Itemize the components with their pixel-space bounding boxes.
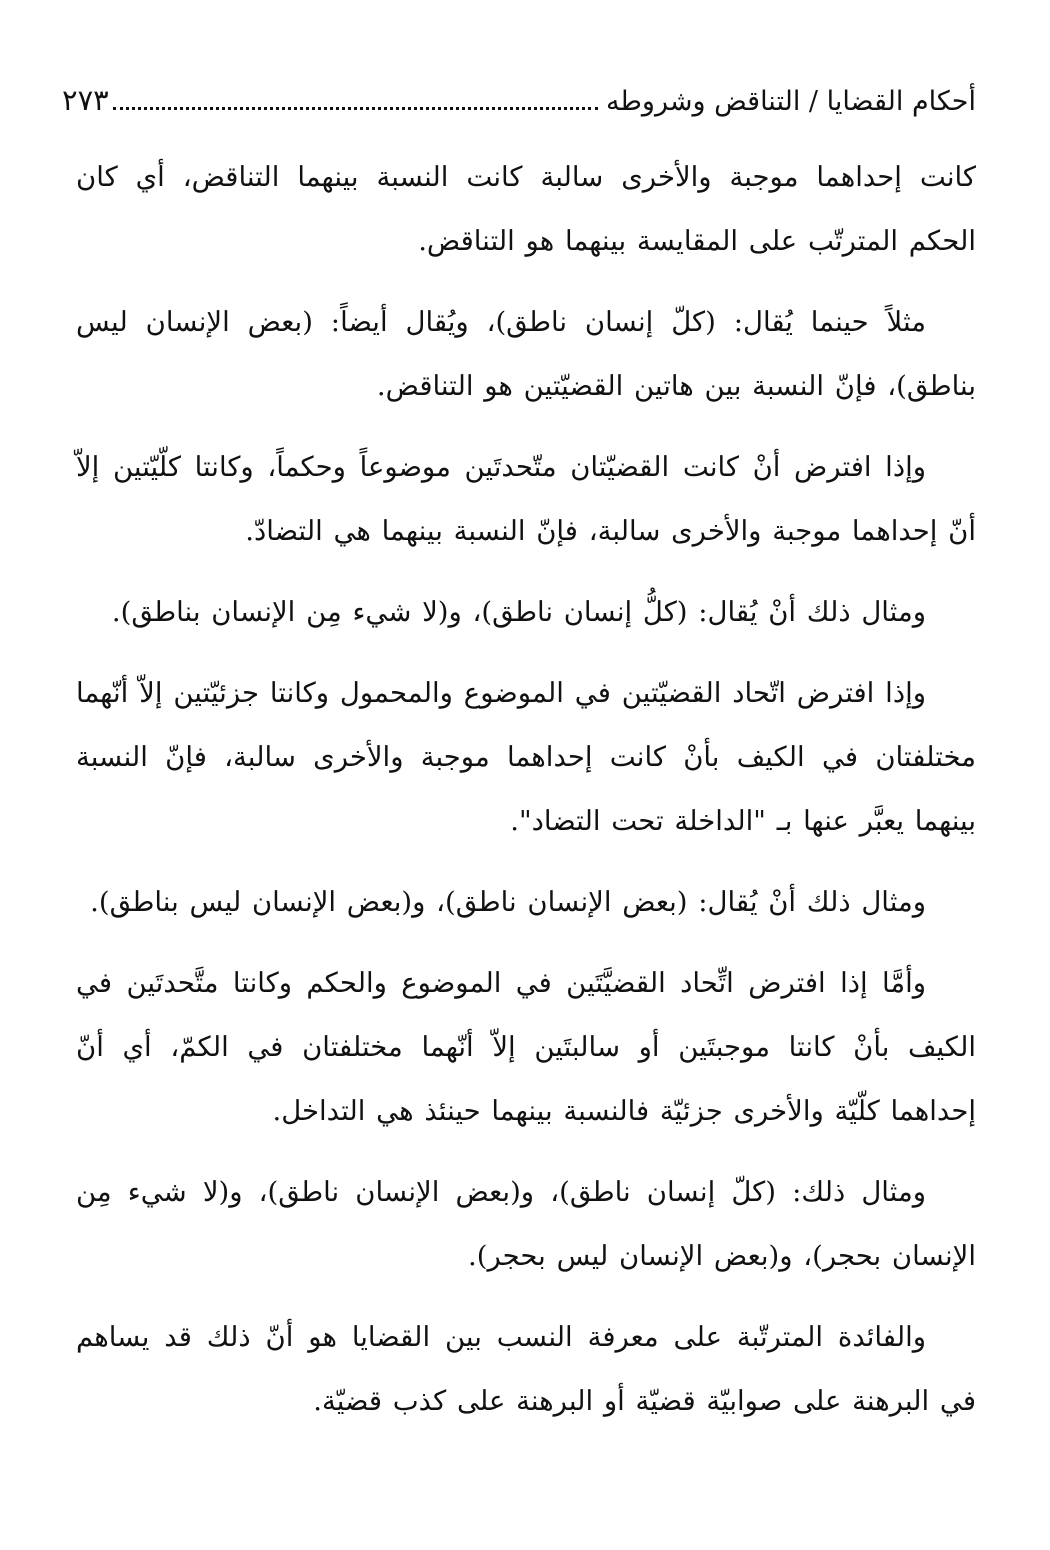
- paragraph-contradiction-example: مثلاً حينما يُقال: (كلّ إنسان ناطق)، ويُقال أيضاً: (بعض الإنسان ليس بناطق)، فإنّ النسبة بين هاتين القضيّتين هو التناقض.: [76, 306, 976, 402]
- text-body: [76, 145, 976, 1450]
- paragraph-subcontrariety-example: ومثال ذلك أنْ يُقال: (بعض الإنسان ناطق)، و(بعض الإنسان ليس بناطق).: [90, 886, 926, 918]
- paragraph-subcontrariety: وإذا افترض اتّحاد القضيّتين في الموضوع والمحمول وكانتا جزئيّتين إلاّ أنّهما مختلفتان في الكيف بأنْ كانت إحداهما موجبة والأخرى سالبة، فإنّ النسبة بينهما يعبَّر عنها بـ "الداخلة تحت التضاد".: [76, 677, 976, 837]
- paragraph-subalternation-example: ومثال ذلك: (كلّ إنسان ناطق)، و(بعض الإنسان ناطق)، و(لا شيء مِن الإنسان بحجر)، و(بعض الإنسان ليس بحجر).: [76, 1176, 976, 1272]
- running-header: [62, 62, 976, 118]
- paragraph-contrariety: وإذا افترض أنْ كانت القضيّتان متّحدتَين موضوعاً وحكماً، وكانتا كلّيّتين إلاّ أنّ إحداهما موجبة والأخرى سالبة، فإنّ النسبة بينهما هي التضادّ.: [76, 451, 976, 547]
- header-title: أحكام القضايا / التناقض وشروطه: [605, 85, 976, 117]
- page-number: ٢٧٣: [62, 83, 109, 118]
- paragraph-contrariety-example: ومثال ذلك أنْ يُقال: (كلُّ إنسان ناطق)، و(لا شيء مِن الإنسان بناطق).: [111, 596, 926, 628]
- paragraph-continuation: كانت إحداهما موجبة والأخرى سالبة كانت النسبة بينهما التناقض، أي كان الحكم المترتّب على المقايسة بينهما هو التناقض.: [76, 161, 976, 257]
- paragraph-benefit: والفائدة المترتّبة على معرفة النسب بين القضايا هو أنّ ذلك قد يساهم في البرهنة على صوابيّة قضيّة أو البرهنة على كذب قضيّة.: [76, 1321, 976, 1417]
- header-leader-dots: [113, 106, 598, 110]
- paragraph-subalternation: وأمَّا إذا افترض اتِّحاد القضيَّتَين في الموضوع والحكم وكانتا متَّحدتَين في الكيف بأنْ كانتا موجبتَين أو سالبتَين إلاّ أنّهما مختلفتان في الكمّ، أي أنّ إحداهما كلّيّة والأخرى جزئيّة فالنسبة بينهما حينئذ هي التداخل.: [76, 967, 976, 1127]
